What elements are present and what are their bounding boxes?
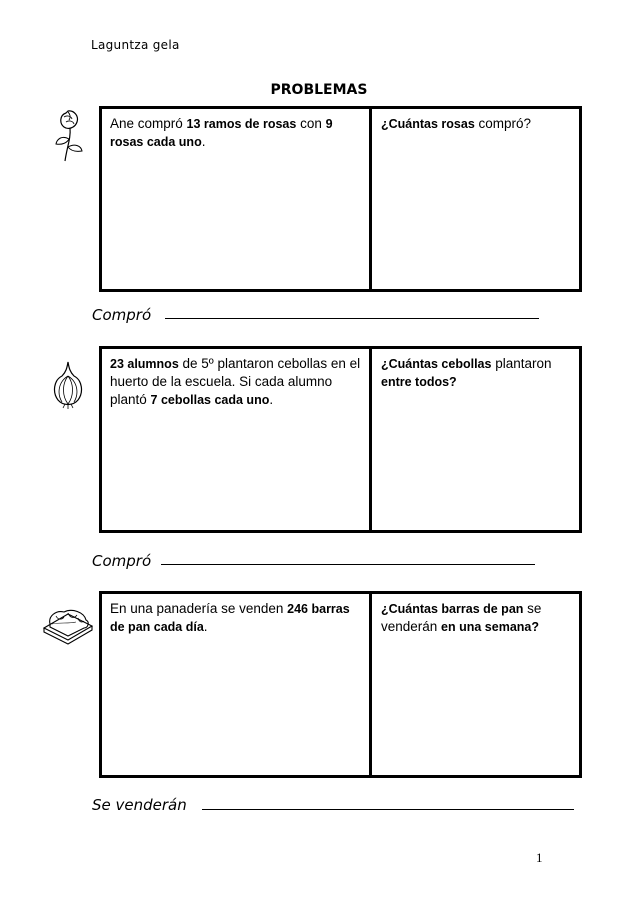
text-segment: ¿Cuántas barras de pan	[381, 602, 524, 616]
answer-label: Compró	[92, 306, 152, 324]
text-segment: en una semana?	[441, 620, 539, 634]
text-segment: de 5º plantaron cebollas en el huerto de la escuela. Si cada alumno plantó	[110, 356, 361, 407]
text-segment: ¿Cuántas rosas	[381, 117, 475, 131]
text-segment: .	[201, 134, 206, 149]
text-segment: plantaron	[491, 356, 552, 371]
problem-question	[372, 109, 579, 289]
problem-statement	[102, 594, 372, 775]
bread-icon	[38, 600, 96, 648]
answer-label: Se venderán	[92, 796, 187, 814]
problem-box-3	[99, 591, 582, 778]
problem-statement	[102, 349, 372, 530]
page-header: Laguntza gela	[91, 38, 180, 52]
page-number: 1	[536, 850, 543, 865]
text-segment: 23 alumnos	[110, 357, 179, 371]
text-segment: 246 barras de pan cada día	[110, 602, 350, 634]
text-segment: ¿Cuántas cebollas	[381, 357, 492, 371]
problem-statement	[102, 109, 372, 289]
answer-line[interactable]	[202, 809, 574, 810]
text-segment: .	[269, 392, 274, 407]
text-segment: En una panadería se venden	[110, 601, 288, 616]
text-segment: entre todos?	[381, 375, 457, 389]
text-segment: compró?	[474, 116, 532, 131]
problem-question	[372, 594, 579, 775]
rose-icon	[50, 105, 90, 165]
text-segment: Ane compró	[110, 116, 187, 131]
answer-line[interactable]	[165, 318, 539, 319]
answer-line[interactable]	[161, 564, 535, 565]
onion-icon	[48, 358, 88, 410]
text-segment: con	[296, 116, 326, 131]
page-title: PROBLEMAS	[270, 82, 368, 98]
text-segment: 9 rosas cada uno	[110, 117, 333, 149]
answer-label: Compró	[92, 552, 152, 570]
text-segment: 13 ramos de rosas	[186, 117, 297, 131]
text-segment: 7 cebollas cada uno	[150, 393, 270, 407]
problem-box-1	[99, 106, 582, 292]
problem-box-2	[99, 346, 582, 533]
problem-question	[372, 349, 579, 530]
text-segment: se venderán	[381, 601, 542, 634]
text-segment: .	[203, 619, 208, 634]
